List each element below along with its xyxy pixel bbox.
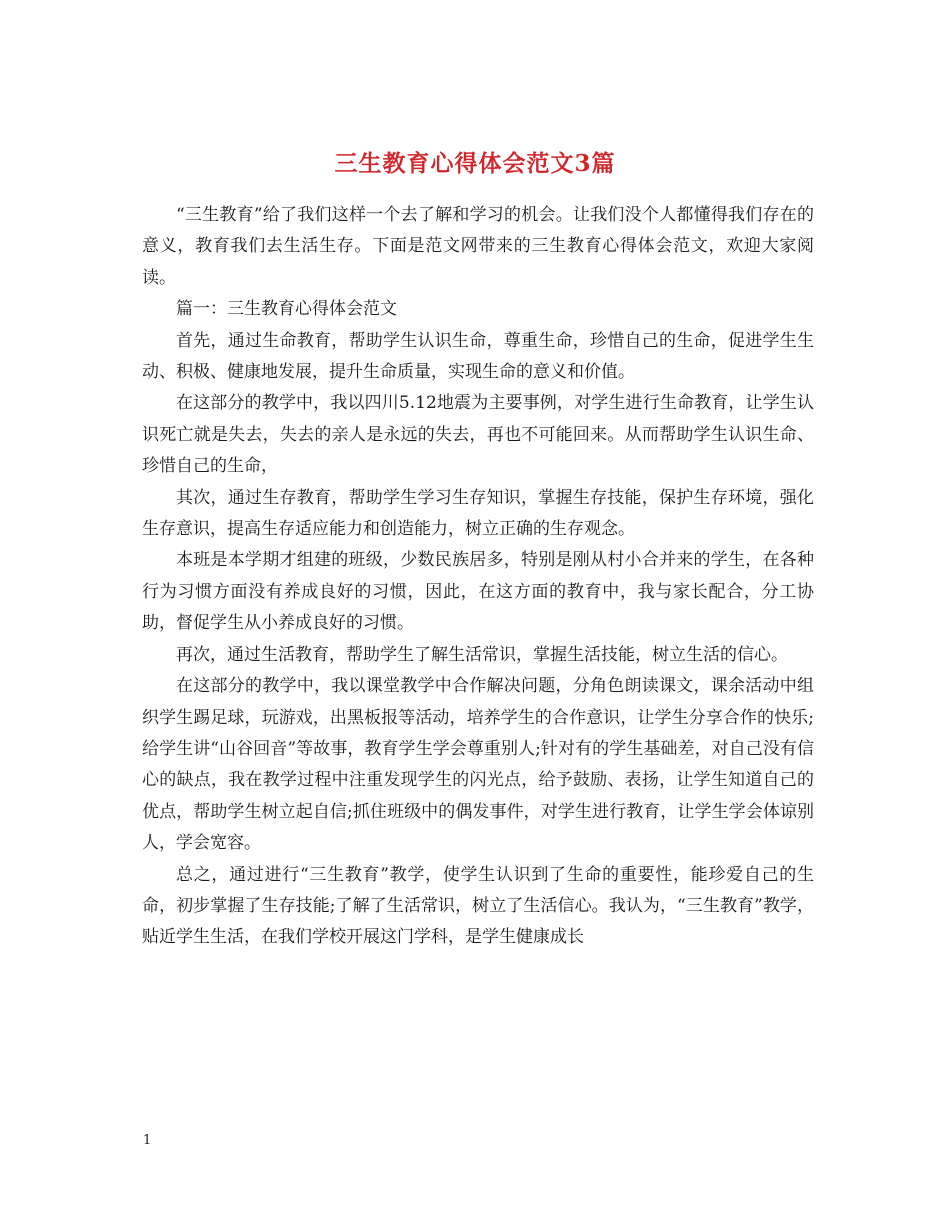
page-number: 1 <box>143 1133 152 1148</box>
section-heading: 篇一：三生教育心得体会范文 <box>176 299 397 320</box>
paragraph: 再次，通过生活教育，帮助学生了解生活常识，掌握生活技能，树立生活的信心。 <box>176 644 788 665</box>
paragraph: 本班是本学期才组建的班级，少数民族居多，特别是刚从村小合并来的学生，在各种行为习惯方面没有养成良好的习惯，因此，在这方面的教育中，我与家长配合，分工协助，督促学生从小养成良好的习惯。 <box>142 550 814 634</box>
paragraph-intro: “三生教育”给了我们这样一个去了解和学习的机会。让我们没个人都懂得我们存在的意义，教育我们去生活生存。下面是范文网带来的三生教育心得体会范文，欢迎大家阅读。 <box>142 205 814 288</box>
paragraph: 首先，通过生命教育，帮助学生认识生命，尊重生命，珍惜自己的生命，促进学生生动、积极、健康地发展，提升生命质量，实现生命的意义和价值。 <box>142 330 814 383</box>
document-body <box>142 200 814 954</box>
paragraph: 总之，通过进行“三生教育”教学，使学生认识到了生命的重要性，能珍爱自己的生命，初步掌握了生存技能;了解了生活常识，树立了生活信心。我认为，“三生教育”教学，贴近学生生活，在我们学校开展这门学科，是学生健康成长 <box>142 864 814 948</box>
paragraph: 在这部分的教学中，我以四川5.12地震为主要事例，对学生进行生命教育，让学生认识死亡就是失去，失去的亲人是永远的失去，再也不可能回来。从而帮助学生认识生命、珍惜自己的生命， <box>142 393 814 477</box>
paragraph: 在这部分的教学中，我以课堂教学中合作解决问题，分角色朗读课文，课余活动中组织学生踢足球，玩游戏，出黑板报等活动，培养学生的合作意识，让学生分享合作的快乐;给学生讲“山谷回音”等故事，教育学生学会尊重别人;针对有的学生基础差，对自己没有信心的缺点，我在教学过程中注重发现学生的闪光点，给予鼓励、表扬，让学生知道自己的优点，帮助学生树立起自信;抓住班级中的偶发事件，对学生进行教育，让学生学会体谅别人，学会宽容。 <box>142 676 814 854</box>
paragraph: 其次，通过生存教育，帮助学生学习生存知识，掌握生存技能，保护生存环境，强化生存意识，提高生存适应能力和创造能力，树立正确的生存观念。 <box>142 487 814 540</box>
page-title: 三生教育心得体会范文3篇 <box>334 150 616 178</box>
